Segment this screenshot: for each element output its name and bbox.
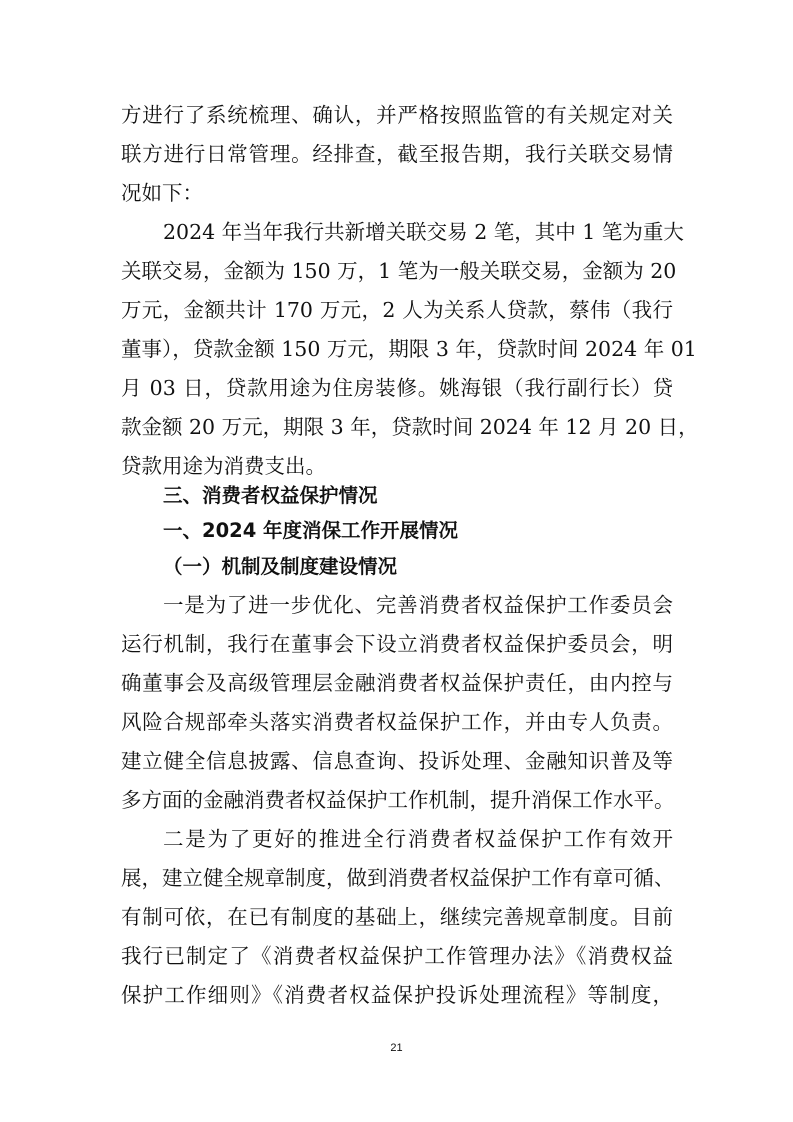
paragraph-line: 二是为了更好的推进全行消费者权益保护工作有效开	[163, 827, 673, 851]
paragraph-line: 展，建立健全规章制度，做到消费者权益保护工作有章可循、	[121, 866, 675, 890]
subsubsection-heading: （一）机制及制度建设情况	[163, 555, 398, 578]
paragraph-line: 建立健全信息披露、信息查询、投诉处理、金融知识普及等	[121, 749, 673, 773]
paragraph-line: 确董事会及高级管理层金融消费者权益保护责任，由内控与	[121, 671, 673, 695]
paragraph-line: 运行机制，我行在董事会下设立消费者权益保护委员会，明	[121, 632, 673, 656]
paragraph-line: 况如下：	[121, 181, 203, 205]
paragraph-line: 风险合规部牵头落实消费者权益保护工作，并由专人负责。	[121, 710, 673, 734]
paragraph-line: 一是为了进一步优化、完善消费者权益保护工作委员会	[163, 593, 673, 617]
paragraph-line: 保护工作细则》《消费者权益保护投诉处理流程》等制度，	[121, 983, 673, 1007]
paragraph-line: 款金额 20 万元，期限 3 年，贷款时间 2024 年 12 月 20 日，	[121, 415, 699, 439]
section-heading: 三、消费者权益保护情况	[163, 484, 378, 507]
paragraph-line: 我行已制定了《消费者权益保护工作管理办法》《消费权益	[121, 944, 673, 968]
paragraph-line: 贷款用途为消费支出。	[121, 454, 326, 478]
subsection-heading: 一、2024 年度消保工作开展情况	[163, 519, 459, 542]
paragraph-line: 月 03 日，贷款用途为住房装修。姚海银（我行副行长）贷	[121, 376, 673, 400]
paragraph-line: 2024 年当年我行共新增关联交易 2 笔，其中 1 笔为重大	[163, 220, 684, 244]
paragraph-line: 有制可依，在已有制度的基础上，继续完善规章制度。目前	[121, 905, 673, 929]
paragraph-line: 联方进行日常管理。经排查，截至报告期，我行关联交易情	[121, 142, 673, 166]
paragraph-line: 多方面的金融消费者权益保护工作机制，提升消保工作水平。	[121, 788, 675, 812]
paragraph-line: 方进行了系统梳理、确认，并严格按照监管的有关规定对关	[121, 103, 673, 127]
paragraph-line: 关联交易，金额为 150 万，1 笔为一般关联交易，金额为 20	[121, 259, 677, 283]
page-number: 21	[390, 1042, 403, 1054]
paragraph-line: 万元，金额共计 170 万元，2 人为关系人贷款，蔡伟（我行	[121, 298, 673, 322]
paragraph-line: 董事），贷款金额 150 万元，期限 3 年，贷款时间 2024 年 01	[121, 337, 697, 361]
